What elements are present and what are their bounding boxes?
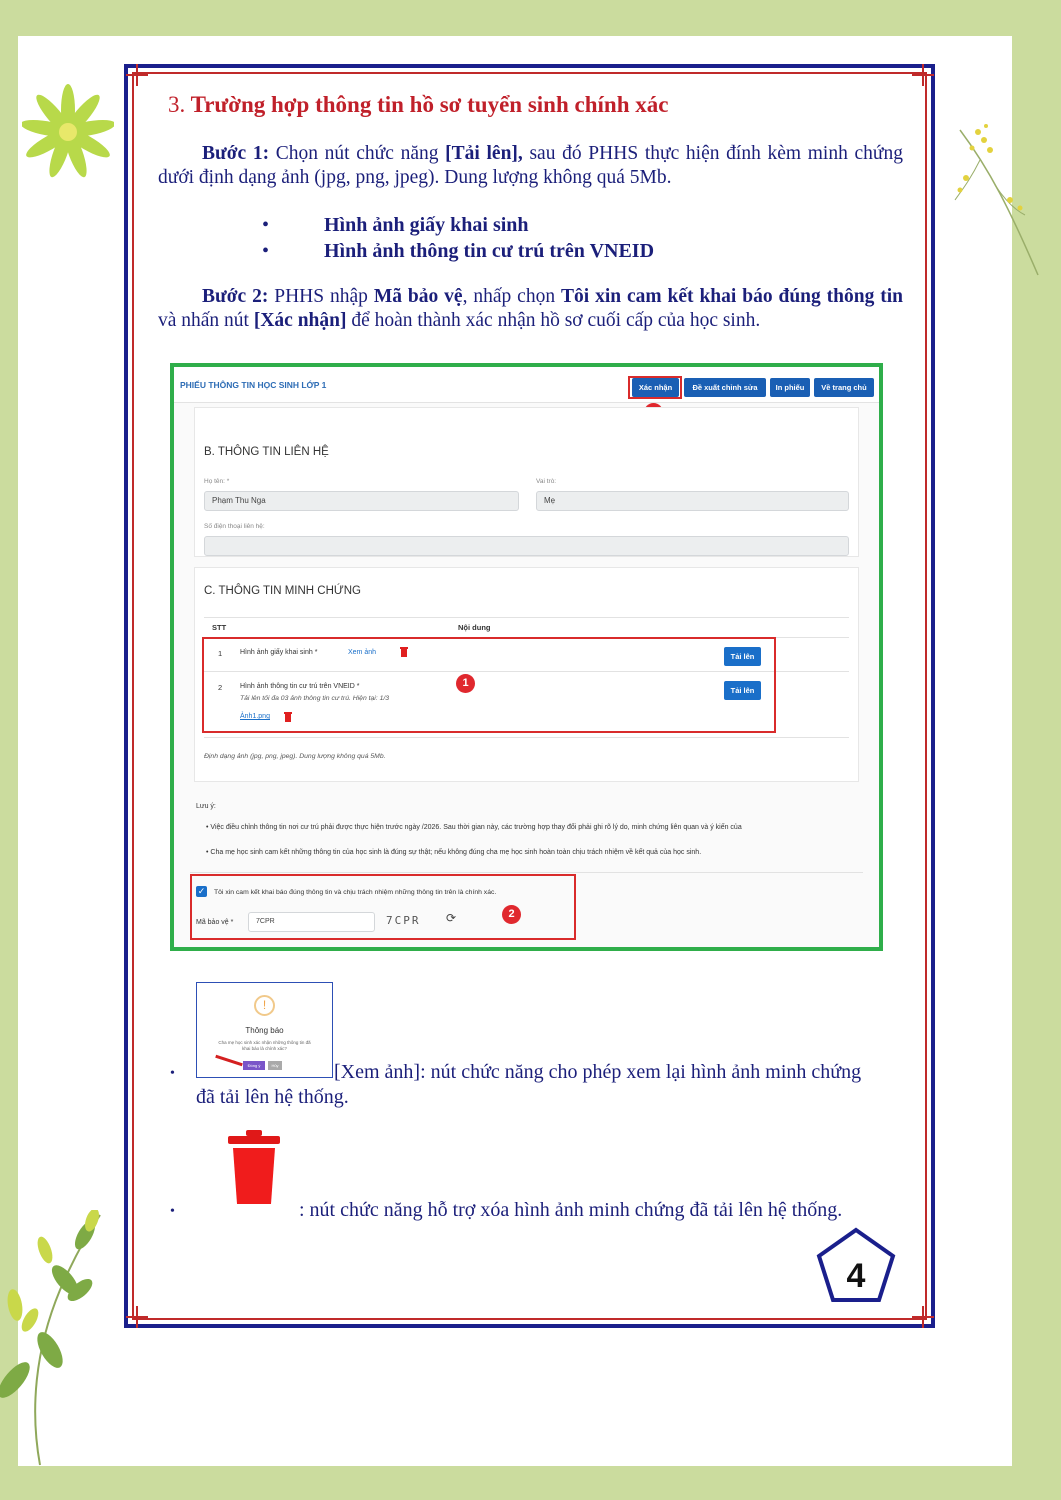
list-item: • Hình ảnh giấy khai sinh bbox=[262, 214, 529, 236]
table-divider bbox=[204, 737, 849, 738]
note-text: Việc điều chỉnh thông tin nơi cư trú phải được thực hiện trước ngày /2026. Sau thời gian này, các trường hợp thay đổi phải ghi rõ lý do, minh chứng liên quan và ý kiến của bbox=[210, 824, 742, 831]
view-text: : nút chức năng cho phép xem lại hình ảnh minh chứng bbox=[420, 1061, 862, 1083]
section-c-heading: C. THÔNG TIN MINH CHỨNG bbox=[204, 585, 361, 597]
bullet-dot: • bbox=[170, 1066, 175, 1081]
step1-list bbox=[262, 212, 654, 264]
corner-ornament bbox=[912, 64, 934, 86]
section-b-heading: B. THÔNG TIN LIÊN HỆ bbox=[204, 446, 329, 458]
form-title: PHIẾU THÔNG TIN HỌC SINH LỚP 1 bbox=[180, 380, 327, 390]
step2-label: Bước 2: bbox=[202, 286, 269, 307]
view-image-link[interactable]: Xem ảnh bbox=[348, 649, 377, 656]
name-field[interactable]: Phạm Thu Nga bbox=[204, 491, 519, 511]
page-number-badge bbox=[815, 1226, 897, 1304]
step2-text: PHHS nhập bbox=[268, 286, 374, 307]
dialog-thumbnail bbox=[196, 982, 333, 1078]
format-note: Định dạng ảnh (jpg, png, jpeg). Dung lượng không quá 5Mb. bbox=[204, 753, 386, 760]
column-header-stt: STT bbox=[212, 623, 227, 632]
step2-bold: Tôi xin cam kết khai báo đúng thông tin bbox=[560, 286, 904, 307]
page-number: 4 bbox=[846, 1257, 866, 1295]
phone-field[interactable] bbox=[204, 536, 849, 556]
dialog-ok-button[interactable]: Đồng ý bbox=[243, 1061, 265, 1070]
flower-decoration bbox=[22, 82, 114, 182]
row-subtext: Tải lên tối đa 03 ảnh thông tin cư trú. Hiện tại: 1/3 bbox=[240, 695, 390, 702]
captcha-image: 7CPR bbox=[386, 914, 421, 927]
step1-button-name: [Tải lên], bbox=[445, 143, 523, 164]
commit-label: Tôi xin cam kết khai báo đúng thông tin và chịu trách nhiệm những thông tin trên là chính xác. bbox=[214, 889, 497, 896]
contact-card bbox=[194, 407, 859, 557]
step-badge: 1 bbox=[456, 674, 475, 693]
step1-paragraph bbox=[158, 142, 903, 190]
role-field[interactable]: Mẹ bbox=[536, 491, 849, 511]
uploaded-file-link[interactable]: Ảnh1.png bbox=[240, 713, 270, 720]
home-button[interactable]: Về trang chủ bbox=[814, 378, 874, 397]
suggest-edit-button[interactable]: Đề xuất chỉnh sửa bbox=[684, 378, 766, 397]
arrow-icon bbox=[215, 1055, 243, 1067]
trash-icon bbox=[218, 1126, 290, 1210]
note-text: Cha mẹ học sinh cam kết những thông tin của học sinh là đúng sự thật; nếu không đúng cha mẹ học sinh hoàn toàn chịu trách nhiệm về kết quả của học sinh. bbox=[210, 849, 702, 856]
list-item-text: Hình ảnh thông tin cư trú trên VNEID bbox=[324, 240, 655, 262]
upload-button[interactable]: Tải lên bbox=[724, 647, 761, 666]
upload-button[interactable]: Tải lên bbox=[724, 681, 761, 700]
list-item-text: Hình ảnh giấy khai sinh bbox=[324, 214, 529, 236]
view-bullet-line2: đã tải lên hệ thống. bbox=[196, 1086, 349, 1108]
step2-text: để hoàn thành xác nhận hồ sơ cuối cấp của học sinh. bbox=[346, 310, 761, 331]
step1-text: Chọn nút chức năng bbox=[269, 143, 446, 164]
name-label: Họ tên: * bbox=[204, 478, 230, 485]
corner-ornament bbox=[126, 64, 148, 86]
view-label: [Xem ảnh] bbox=[334, 1061, 421, 1083]
branch-decoration bbox=[950, 120, 1045, 280]
step1-text-rest: sau đó PHHS thực hiện đính kèm minh chứng dưới định dạng ảnh (jpg, png, jpeg). Dung lượng không quá 5Mb. bbox=[158, 143, 903, 188]
leaves-decoration bbox=[0, 1210, 110, 1470]
section-title bbox=[168, 92, 668, 118]
note-item: • Việc điều chỉnh thông tin nơi cư trú phải được thực hiện trước ngày /2026. Sau thời gian này, các trường hợp thay đổi phải ghi rõ lý do, minh chứng liên quan và ý kiến của bbox=[206, 824, 742, 831]
column-header-content: Nội dung bbox=[458, 623, 491, 632]
note-label: Lưu ý: bbox=[196, 803, 216, 810]
warning-icon: ! bbox=[254, 995, 275, 1016]
step2-bold: [Xác nhận] bbox=[253, 310, 347, 331]
refresh-icon[interactable]: ⟳ bbox=[446, 911, 457, 925]
form-screenshot bbox=[170, 363, 883, 951]
row-content: Hình ảnh thông tin cư trú trên VNEID * bbox=[240, 683, 360, 690]
role-label: Vai trò: bbox=[536, 478, 557, 485]
step2-text: và nhấn nút bbox=[158, 310, 254, 331]
row-content: Hình ảnh giấy khai sinh * bbox=[240, 649, 318, 656]
list-item: • Hình ảnh thông tin cư trú trên VNEID bbox=[262, 240, 655, 262]
corner-ornament bbox=[912, 1306, 934, 1328]
form-header bbox=[174, 367, 879, 403]
dialog-cancel-button[interactable]: Hủy bbox=[268, 1061, 282, 1070]
row-stt: 1 bbox=[218, 649, 223, 658]
confirm-button[interactable]: Xác nhận bbox=[632, 378, 679, 397]
bullet-dot: • bbox=[170, 1204, 175, 1219]
highlight-box bbox=[628, 376, 682, 399]
delete-bullet-text: : nút chức năng hỗ trợ xóa hình ảnh minh chứng đã tải lên hệ thống. bbox=[299, 1199, 843, 1221]
row-stt: 2 bbox=[218, 683, 223, 692]
print-button[interactable]: In phiếu bbox=[770, 378, 810, 397]
captcha-label: Mã bảo vệ * bbox=[196, 919, 234, 926]
view-bullet-line1 bbox=[334, 1060, 861, 1085]
dialog-text: Cha mẹ học sinh xác nhận những thông tin đã khai báo là chính xác? bbox=[218, 1040, 311, 1051]
step2-text: , nhấp chọn bbox=[462, 286, 561, 307]
highlight-box bbox=[202, 637, 776, 733]
captcha-input[interactable]: 7CPR bbox=[248, 912, 375, 932]
step2-paragraph bbox=[158, 285, 903, 333]
step1-label: Bước 1: bbox=[202, 143, 270, 164]
section-divider bbox=[190, 872, 863, 873]
dialog-title: Thông báo bbox=[245, 1026, 284, 1035]
table-divider bbox=[204, 617, 849, 618]
phone-label: Số điện thoại liên hệ: bbox=[204, 523, 265, 530]
section-title-text: Trường hợp thông tin hồ sơ tuyển sinh chính xác bbox=[190, 92, 669, 117]
section-number: 3. bbox=[168, 92, 186, 117]
step2-bold: Mã bảo vệ bbox=[373, 286, 463, 307]
note-item: • Cha mẹ học sinh cam kết những thông tin của học sinh là đúng sự thật; nếu không đúng cha mẹ học sinh hoàn toàn chịu trách nhiệm về kết quả của học sinh. bbox=[206, 849, 702, 856]
step-badge: 2 bbox=[502, 905, 521, 924]
corner-ornament bbox=[126, 1306, 148, 1328]
commit-checkbox[interactable]: ✓ bbox=[197, 886, 206, 896]
